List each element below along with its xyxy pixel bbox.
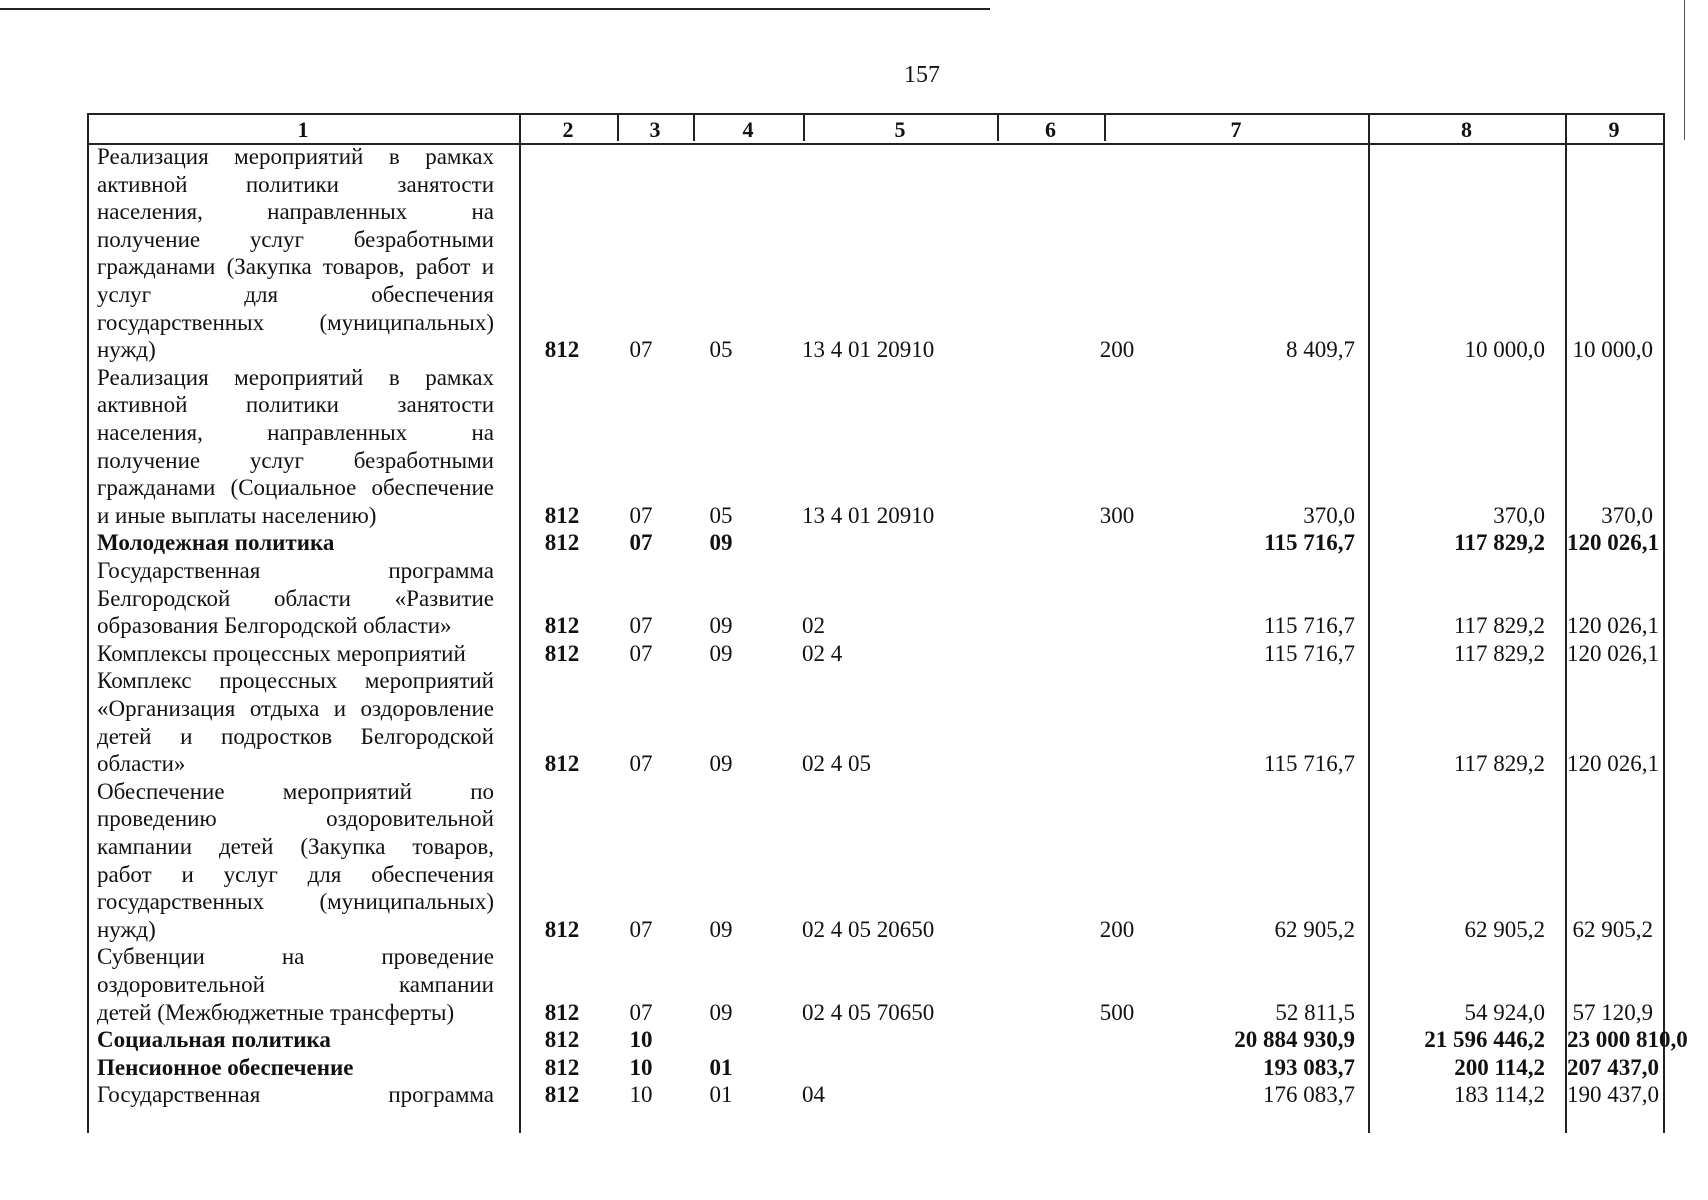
description-line: получение услуг безработными — [97, 226, 494, 252]
cell-amount-col7: 115 716,7 — [1263, 640, 1355, 666]
table-row — [87, 778, 1665, 944]
cell-subsection: 09 — [709, 640, 733, 666]
cell-amount-col9: 57 120,9 — [1572, 999, 1653, 1025]
cell-subsection: 09 — [709, 916, 733, 942]
cell-amount-col7: 370,0 — [1303, 502, 1355, 528]
table-row — [87, 1054, 1665, 1082]
description-line: государственных (муниципальных) — [97, 889, 494, 915]
cell-target-article: 02 4 — [802, 640, 843, 666]
description-line: образования Белгородской области» — [97, 613, 452, 639]
description-line: получение услуг безработными — [97, 447, 494, 473]
cell-subsection: 09 — [709, 999, 733, 1025]
cell-subsection: 05 — [709, 337, 733, 363]
budget-table — [87, 113, 1688, 1133]
cell-amount-col9: 190 437,0 — [1567, 1082, 1659, 1108]
row-description — [97, 1026, 494, 1054]
table-row — [87, 529, 1665, 557]
cell-amount-col7: 20 884 930,9 — [1234, 1027, 1355, 1053]
cell-expense-type: 200 — [1099, 916, 1135, 942]
cell-amount-col8: 117 829,2 — [1454, 530, 1545, 556]
cell-subsection: 09 — [709, 751, 733, 777]
cell-section: 07 — [629, 640, 653, 666]
description-line: Комплекс процессных мероприятий — [97, 668, 494, 694]
description-line: Государственная программа — [97, 558, 494, 583]
cell-ministry-code: 812 — [544, 337, 580, 363]
description-line: кампании детей (Закупка товаров, — [97, 833, 494, 859]
cell-ministry-code: 812 — [544, 751, 580, 777]
cell-ministry-code: 812 — [544, 916, 580, 942]
description-line: детей и подростков Белгородской — [97, 723, 494, 749]
description-line: «Организация отдыха и оздоровление — [97, 695, 494, 721]
cell-amount-col7: 52 811,5 — [1275, 999, 1355, 1025]
description-line: гражданами (Закупка товаров, работ и — [97, 254, 494, 280]
cell-amount-col8: 117 829,2 — [1453, 613, 1545, 639]
cell-amount-col9: 23 000 810,0 — [1567, 1027, 1688, 1053]
table-row — [87, 557, 1665, 640]
cell-expense-type: 500 — [1099, 999, 1135, 1025]
cell-subsection: 09 — [709, 530, 733, 556]
cell-target-article: 13 4 01 20910 — [802, 337, 935, 363]
table-row — [87, 943, 1665, 1026]
row-description — [97, 667, 494, 777]
cell-section: 10 — [629, 1082, 653, 1108]
description-line: услуг для обеспечения — [97, 281, 494, 307]
cell-section: 07 — [629, 337, 653, 363]
header-col-3: 3 — [649, 117, 661, 142]
table-row — [87, 364, 1665, 530]
row-description — [97, 557, 494, 640]
page-number: 157 — [904, 62, 940, 88]
row-description — [97, 1081, 494, 1109]
description-line: гражданами (Социальное обеспечение — [97, 475, 494, 501]
cell-ministry-code: 812 — [544, 1082, 580, 1108]
cell-amount-col8: 21 596 446,2 — [1424, 1027, 1545, 1053]
cell-subsection: 09 — [709, 613, 733, 639]
row-description — [97, 1054, 494, 1082]
cell-section: 07 — [629, 999, 653, 1025]
table-row — [87, 1081, 1665, 1109]
description-line: Реализация мероприятий в рамках — [97, 364, 494, 390]
cell-amount-col7: 193 083,7 — [1263, 1054, 1355, 1080]
header-col-7: 7 — [1230, 117, 1242, 142]
cell-subsection: 01 — [709, 1054, 733, 1080]
description-line: оздоровительной кампании — [97, 971, 494, 997]
cell-section: 07 — [629, 502, 653, 528]
cell-section: 07 — [629, 916, 653, 942]
description-line: активной политики занятости — [97, 171, 494, 197]
cell-amount-col8: 62 905,2 — [1464, 916, 1545, 942]
description-line: Субвенции на проведение — [97, 944, 494, 970]
row-description — [97, 943, 494, 1026]
description-line: нужд) — [97, 337, 156, 363]
description-line: Комплексы процессных мероприятий — [97, 640, 466, 666]
cell-target-article: 02 4 05 20650 — [802, 916, 935, 942]
table-row — [87, 1026, 1688, 1054]
description-line: области» — [97, 751, 186, 777]
description-line: населения, направленных на — [97, 199, 494, 225]
cell-target-article: 04 — [802, 1082, 825, 1108]
table-row — [87, 143, 1665, 364]
cell-target-article: 02 4 05 — [802, 751, 871, 777]
cell-amount-col9: 62 905,2 — [1572, 916, 1653, 942]
description-line: Государственная программа — [97, 1082, 494, 1108]
cell-amount-col8: 10 000,0 — [1464, 337, 1545, 363]
cell-amount-col7: 115 716,7 — [1264, 530, 1355, 556]
top-rule — [0, 8, 990, 10]
cell-ministry-code: 812 — [544, 530, 580, 556]
cell-target-article: 02 — [802, 613, 825, 639]
cell-amount-col8: 54 924,0 — [1464, 999, 1545, 1025]
cell-amount-col8: 117 829,2 — [1453, 640, 1545, 666]
cell-amount-col7: 8 409,7 — [1286, 337, 1355, 363]
row-description — [97, 143, 494, 364]
cell-ministry-code: 812 — [544, 1027, 580, 1053]
margin-mark — [1684, 0, 1685, 140]
cell-amount-col9: 10 000,0 — [1572, 337, 1653, 363]
description-line: проведению оздоровительной — [97, 806, 494, 832]
cell-ministry-code: 812 — [544, 999, 580, 1025]
description-line: Молодежная политика — [97, 530, 335, 556]
cell-amount-col9: 120 026,1 — [1567, 530, 1659, 556]
header-col-1: 1 — [297, 117, 309, 142]
cell-amount-col8: 183 114,2 — [1453, 1082, 1545, 1108]
cell-amount-col8: 370,0 — [1493, 502, 1545, 528]
cell-section: 07 — [629, 751, 653, 777]
cell-target-article: 13 4 01 20910 — [802, 502, 935, 528]
cell-expense-type: 300 — [1099, 502, 1135, 528]
cell-amount-col8: 200 114,2 — [1454, 1054, 1545, 1080]
description-line: Социальная политика — [97, 1027, 331, 1053]
cell-amount-col9: 370,0 — [1601, 502, 1653, 528]
cell-section: 07 — [629, 613, 653, 639]
cell-amount-col9: 120 026,1 — [1567, 613, 1659, 639]
cell-ministry-code: 812 — [544, 640, 580, 666]
description-line: Обеспечение мероприятий по — [97, 778, 494, 804]
header-col-8: 8 — [1461, 117, 1472, 142]
description-line: детей (Межбюджетные трансферты) — [97, 999, 455, 1025]
cell-amount-col8: 117 829,2 — [1453, 751, 1545, 777]
cell-section: 07 — [629, 530, 653, 556]
cell-section: 10 — [629, 1054, 653, 1080]
description-line: работ и услуг для обеспечения — [97, 861, 494, 887]
description-line: Белгородской области «Развитие — [97, 585, 494, 611]
row-description — [97, 778, 494, 944]
cell-section: 10 — [629, 1027, 653, 1053]
row-description — [97, 640, 494, 668]
cell-amount-col7: 115 716,7 — [1263, 613, 1355, 639]
cell-expense-type: 200 — [1099, 337, 1135, 363]
description-line: и иные выплаты населению) — [97, 502, 377, 528]
cell-ministry-code: 812 — [544, 613, 580, 639]
cell-subsection: 05 — [709, 502, 733, 528]
cell-amount-col9: 120 026,1 — [1567, 640, 1659, 666]
cell-amount-col9: 120 026,1 — [1567, 751, 1659, 777]
description-line: нужд) — [97, 916, 156, 942]
description-line: активной политики занятости — [97, 392, 494, 418]
cell-ministry-code: 812 — [544, 502, 580, 528]
cell-amount-col7: 62 905,2 — [1274, 916, 1355, 942]
cell-target-article: 02 4 05 70650 — [802, 999, 935, 1025]
cell-amount-col7: 176 083,7 — [1263, 1082, 1355, 1108]
header-col-9: 9 — [1608, 117, 1620, 142]
cell-amount-col9: 207 437,0 — [1567, 1054, 1659, 1080]
description-line: государственных (муниципальных) — [97, 309, 494, 335]
description-line: Реализация мероприятий в рамках — [97, 144, 494, 169]
description-line: Пенсионное обеспечение — [97, 1054, 354, 1080]
table-row — [87, 640, 1665, 668]
header-col-5: 5 — [894, 117, 906, 142]
description-line: населения, направленных на — [97, 419, 494, 445]
cell-ministry-code: 812 — [544, 1054, 580, 1080]
header-col-6: 6 — [1045, 117, 1056, 142]
cell-amount-col7: 115 716,7 — [1263, 751, 1355, 777]
header-col-2: 2 — [562, 117, 574, 142]
table-row — [87, 667, 1665, 777]
header-col-4: 4 — [742, 117, 754, 142]
cell-subsection: 01 — [709, 1082, 733, 1108]
row-description — [97, 529, 494, 557]
row-description — [97, 364, 494, 530]
